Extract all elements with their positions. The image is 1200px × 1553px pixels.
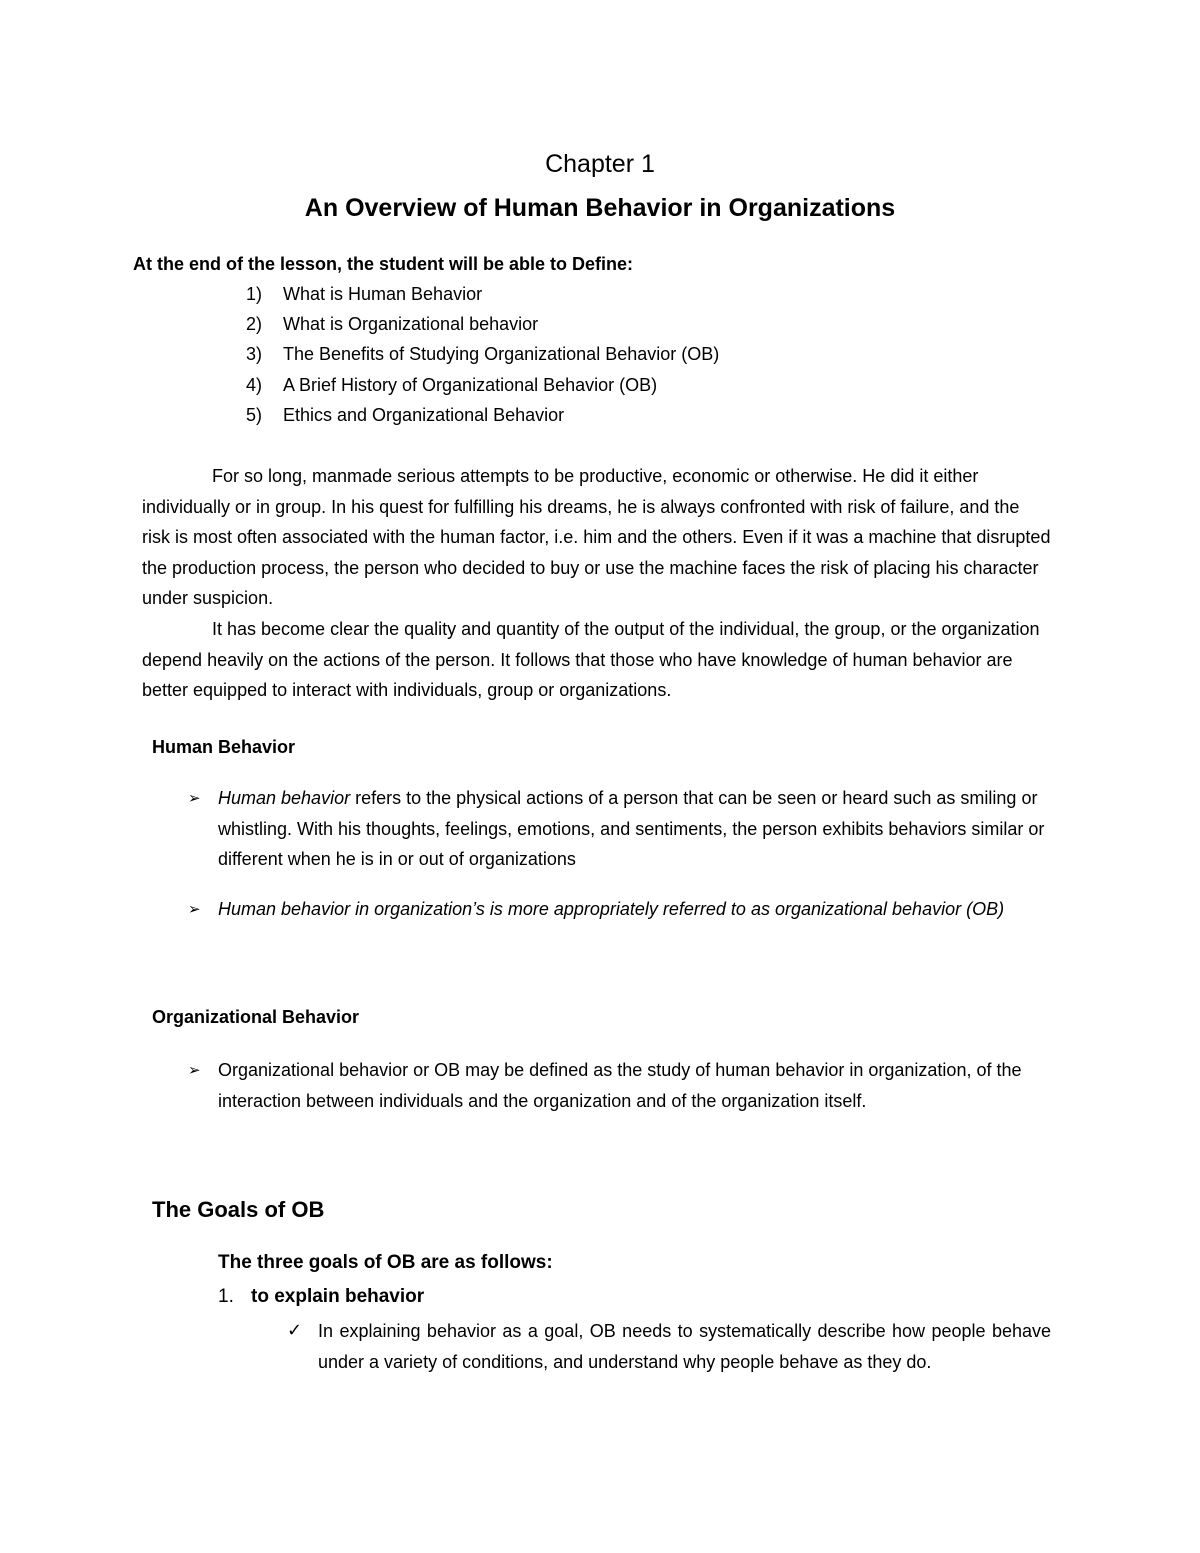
objective-number: 5) (246, 405, 263, 425)
org-behavior-heading: Organizational Behavior (152, 1007, 360, 1027)
objective-number: 4) (246, 375, 263, 395)
goal-number: 1. (218, 1286, 234, 1307)
goals-heading: The Goals of OB (152, 1197, 325, 1222)
objective-item: The Benefits of Studying Organizational Behavior (OB) (283, 344, 720, 364)
human-behavior-term: Human behavior (218, 788, 351, 808)
goals-intro: The three goals of OB are as follows: (218, 1252, 553, 1273)
arrow-bullet-icon: ➢ (188, 901, 201, 918)
objective-item: What is Human Behavior (283, 284, 483, 304)
objectives-heading: At the end of the lesson, the student will be able to Define: (133, 254, 634, 274)
human-behavior-definition: refers to the physical actions of a person that can be seen or heard such as smiling or whistling. With his thoughts, feelings, emotions, and sentiments, the person exhibits behaviors similar or different when he is in or out of organizations (218, 788, 1045, 869)
page-title: An Overview of Human Behavior in Organizations (304, 194, 896, 222)
objective-number: 2) (246, 314, 263, 334)
arrow-bullet-icon: ➢ (188, 790, 201, 807)
intro-paragraph-1: For so long, manmade serious attempts to be productive, economic or otherwise. He did it either individually or in group. In his quest for fulfilling his dreams, he is always confronted with risk of failure, and the risk is most often associated with the human factor, i.e. him and the others. Even if it was a machine that disrupted the production process, the person who decided to buy or use the machine faces the risk of placing his character under suspicion. (142, 466, 1051, 608)
objective-item: Ethics and Organizational Behavior (283, 405, 565, 425)
check-icon: ✓ (287, 1320, 303, 1340)
arrow-bullet-icon: ➢ (188, 1062, 201, 1079)
objective-item: What is Organizational behavior (283, 314, 539, 334)
human-behavior-bullet-2: Human behavior in organization’s is more appropriately referred to as organizational behavior (OB) (218, 899, 1005, 919)
intro-paragraph-2: It has become clear the quality and quantity of the output of the individual, the group, or the organization depend heavily on the actions of the person. It follows that those who have knowledge of human behavior are better equipped to interact with individuals, group or organizations. (142, 619, 1040, 700)
goal-title: to explain behavior (251, 1286, 425, 1307)
org-behavior-bullet-1: Organizational behavior or OB may be defined as the study of human behavior in organization, of the interaction between individuals and the organization and of the organization itself. (218, 1060, 1022, 1111)
goal-description: In explaining behavior as a goal, OB needs to systematically describe how people behave under a variety of conditions, and understand why people behave as they do. (318, 1321, 1051, 1372)
chapter-label: Chapter 1 (545, 150, 655, 178)
objective-item: A Brief History of Organizational Behavior (OB) (283, 375, 658, 395)
objective-number: 3) (246, 344, 263, 364)
human-behavior-heading: Human Behavior (152, 737, 296, 757)
objective-number: 1) (246, 284, 263, 304)
human-behavior-bullet-1 (218, 783, 1058, 875)
